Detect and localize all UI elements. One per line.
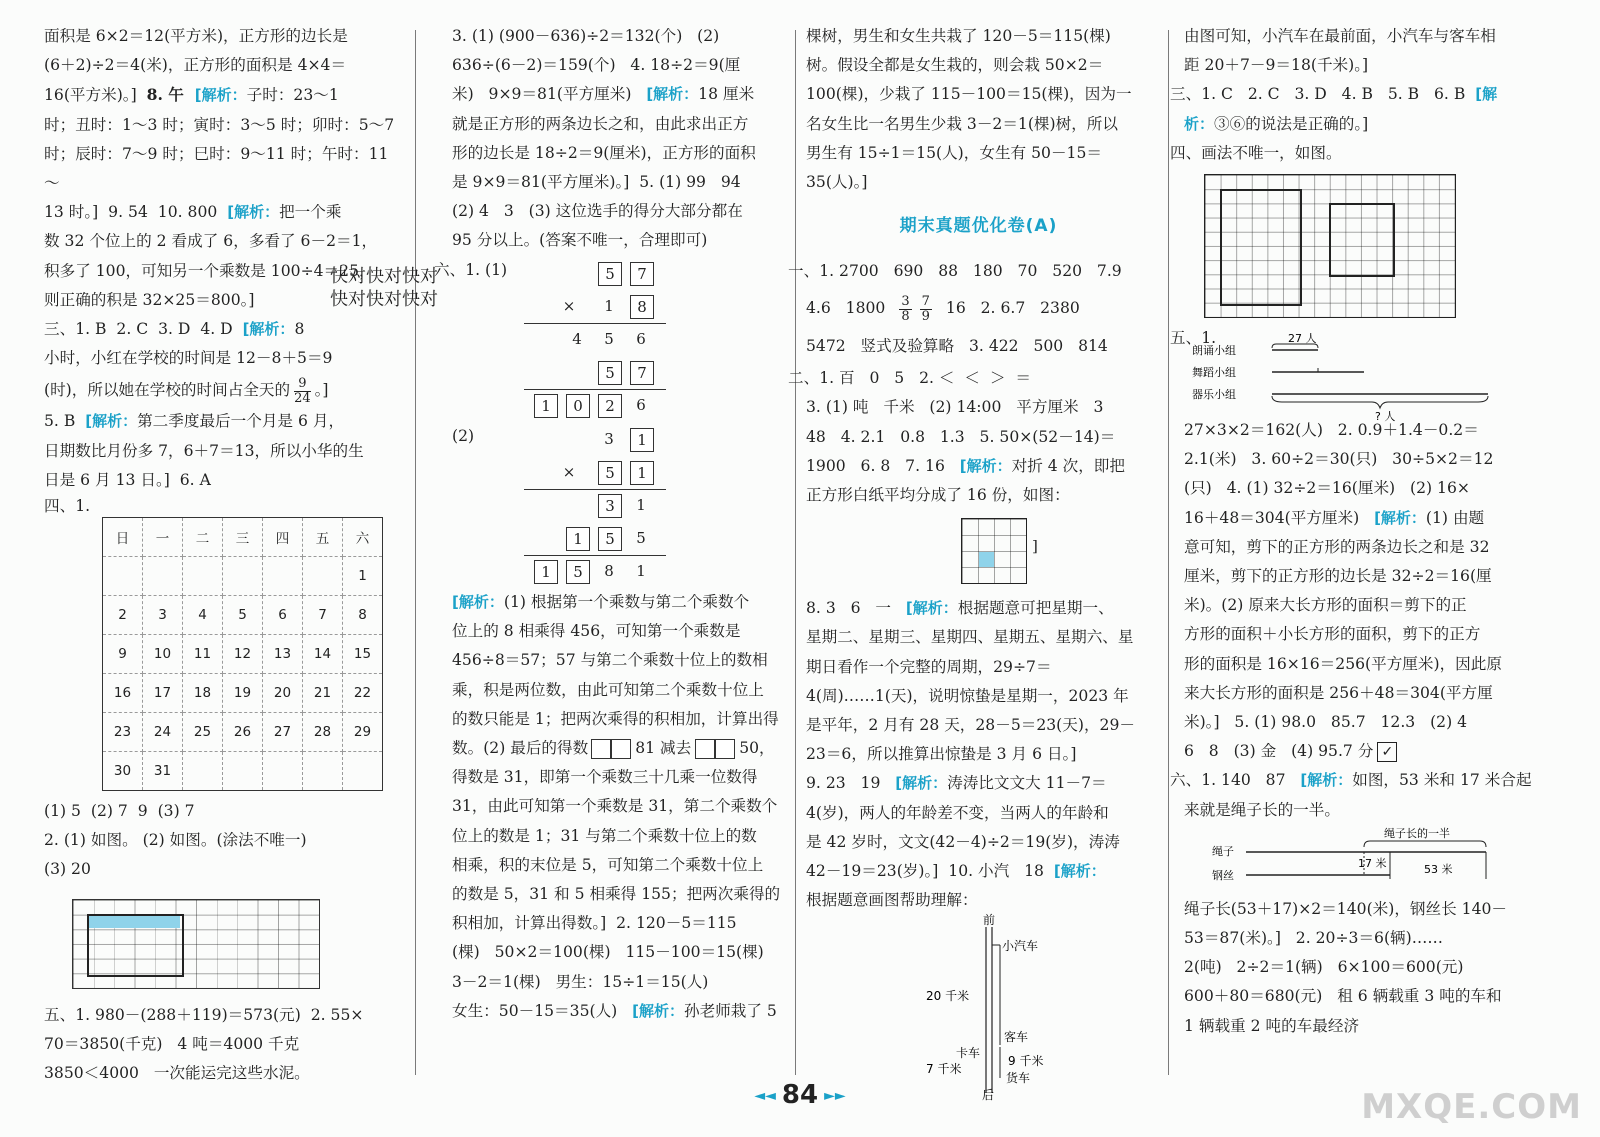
rope-wire-diagram [1194,825,1514,891]
text-line: 2(吨) 2÷2＝1(辆) 6×100＝600(元) [1184,958,1464,977]
text-line: (时)，所以她在学校的时间占全天的 $\frac{9}{24}$ 。] [44,375,329,406]
calendar-cell [223,752,263,791]
text-line: 五、1. 980－(288＋119)＝573(元) 2. 55× [44,1005,364,1024]
label-27: 27 人 [1288,332,1317,346]
digit: 3 [604,430,614,449]
text-line: 男生有 15÷1＝15(人)，女生有 50－15＝ [806,143,1102,162]
analysis-label: [解析： [194,86,247,105]
multiplication-row [492,456,792,489]
text-line: 相乘，积的末位是 5，可知第二个乘数十位上 [452,855,764,874]
text-line: 600＋80＝680(元) 租 6 辆载重 3 吨的车和 [1184,987,1502,1006]
calendar-cell: 2 [103,596,143,635]
text-line: 的数只能是 1；把两次乘得的积相加，计算出得 [452,709,779,728]
text-line: 是 42 岁时，文文(42－4)÷2＝19(岁)，涛涛 [806,832,1120,851]
text-line: 方形的面积＋小长方形的面积，剪下的正方 [1184,625,1481,644]
calendar-table [102,517,383,791]
calendar-cell: 四 [263,518,303,557]
vertical-multiplication-1 [492,257,792,422]
analysis-label: [解析： [646,85,699,104]
calendar-cell: 13 [263,635,303,674]
calendar-week-row [103,674,383,713]
text-line: 数。(2) 最后的得数 81 减去 50， [452,739,775,758]
calendar-cell: 二 [183,518,223,557]
text-line: 女生：50－15＝35(人) [解析：孙老师栽了 5 [452,1001,777,1020]
text-line: 是平年，2 月有 28 天，28－5＝23(天)，29－ [806,716,1135,735]
blank-box [611,739,631,759]
times-sign: × [562,463,576,482]
text-line: 乘，积是两位数，由此可知第二个乘数十位上 [452,680,764,699]
text-line: 16(平方米)。] 8. 午 [解析：子时：23～1 [44,85,339,105]
digit: 6 [636,329,646,348]
multiplication-row [492,356,792,389]
text-line: 形的面积是 16×16＝256(平方厘米)，因此原 [1184,654,1502,673]
calendar-cell: 22 [343,674,383,713]
text-line: (3) 20 [44,860,91,879]
label-group-1: 朗诵小组 [1192,344,1236,358]
calendar-cell [143,557,183,596]
boxed-digit: 8 [630,295,654,319]
calendar-cell [183,557,223,596]
boxed-digit: 7 [630,262,654,286]
calendar-cell: 一 [143,518,183,557]
calendar-cell: 9 [103,635,143,674]
rectangle-outline [87,914,184,977]
analysis-label: [解析： [895,774,948,793]
text-line: 厘米，剪下的正方形的边长是 32÷2＝16(厘 [1184,567,1492,586]
analysis-label: [解析： [1300,771,1353,790]
digit: 6 [636,395,646,414]
text-line: 27×3×2＝162(人) 2. 0.9＋1.4－0.2＝ [1184,421,1479,440]
boxed-digit: 5 [598,461,622,485]
boxed-digit: 5 [598,361,622,385]
digit: 5 [604,329,614,348]
analysis-label: 析： [1184,114,1215,133]
drawing-grid-figure [1204,174,1456,318]
label-wire: 钢丝 [1212,868,1234,882]
text-line: 16＋48＝304(平方厘米) [解析：(1) 由题 [1184,508,1485,527]
text-line: 一、1. 2700 690 88 180 70 520 7.9 [788,262,1122,281]
text-line: 位上的 8 相乘得 456，可知第一个乘数是 [452,622,741,641]
text-line: 3. (1) (900－636)÷2＝132(个) (2) [452,27,720,45]
text-line: 2.1(米) 3. 60÷2＝30(只) 30÷5×2＝12 [1184,450,1494,469]
column-3 [788,22,1151,1103]
text-line: 六、1. 140 87 [解析：如图，53 米和 17 米合起 [1170,771,1532,790]
text-line: 米)。] 5. (1) 98.0 85.7 12.3 (2) 4 [1184,713,1468,732]
calendar-cell [343,752,383,791]
text-line: (6＋2)÷2＝4(米)，正方形的面积是 4×4＝ [44,56,347,75]
calendar-cell: 4 [183,596,223,635]
calendar-cell: 20 [263,674,303,713]
stamp-text: 快对快对快对 [330,289,438,310]
text-line: 100(棵)，少栽了 115－100＝15(棵)，因为一 [806,85,1132,104]
text-line: 时；辰时：7～9 时；巳时：9～11 时；午时：11～ [44,144,389,193]
text-line: (1) 5 (2) 7 9 (3) 7 [44,802,195,821]
shaded-grid-figure [72,899,320,989]
text-line: 35(人)。] [806,173,868,192]
digit: 8 [604,562,614,581]
calendar-cell: 23 [103,713,143,752]
text-line: 时；丑时：1～3 时；寅时：3～5 时；卯时：5～7 [44,115,395,134]
calendar-cell: 21 [303,674,343,713]
text-line: 面积是 6×2＝12(平方米)，正方形的边长是 [44,27,348,45]
text-line: 正方形白纸平均分成了 16 份，如图： [806,486,1070,505]
next-arrow-icon: ►► [824,1087,846,1104]
text-line: 由图可知，小汽车在最前面，小汽车与客车相 [1184,27,1496,45]
text-line: 距 20＋7－9＝18(千米)。] [1184,56,1369,75]
text-line: (棵) 50×2＝100(棵) 115－100＝15(棵) [452,943,764,962]
boxed-digit: 5 [598,527,622,551]
calendar-cell: 6 [263,596,303,635]
watermark: MXQE.COM [1361,1087,1582,1127]
text-line: 3850＜4000 一次能运完这些水泥。 [44,1064,310,1083]
text-line: 根据题意画图帮助理解： [806,891,978,910]
calendar-cell: 24 [143,713,183,752]
label-17m: 17 米 [1358,856,1387,870]
calendar-cell [103,557,143,596]
multiplication-row [492,555,792,588]
calendar-cell [303,752,343,791]
digit: 1 [604,296,614,315]
calendar-cell: 16 [103,674,143,713]
text-line: 5. B [解析：第二季度最后一个月是 6 月， [44,412,345,431]
text-line: 四、画法不唯一，如图。 [1170,143,1342,162]
text-line: 13 时。] 9. 54 10. 800 [解析：把一个乘 [44,203,342,222]
analysis-label: [解析： [632,1001,684,1020]
text-line: 48 4. 2.1 0.8 1.3 5. 50×(52－14)＝ [806,427,1116,446]
analysis-label: [解析： [905,599,958,618]
label-q: ? 人 [1375,410,1396,424]
label-car: 小汽车 [1002,939,1039,954]
text-line: 六、1. (1) [434,260,508,279]
text-line: 数 32 个位上的 2 看成了 6，多看了 6－2＝1， [44,232,378,251]
column-divider [795,30,796,1075]
text-line: 三、1. B 2. C 3. D 4. D [解析：8 [44,320,305,339]
text-line: 期日看作一个完整的周期，29÷7＝ [806,657,1052,676]
digit: 4 [572,329,582,348]
section-title: 期末真题优化卷(A) [899,216,1058,237]
calendar-cell: 日 [103,518,143,557]
calendar-cell: 10 [143,635,183,674]
text-line: 米) 9×9＝81(平方厘米) [解析：18 厘米 [452,85,755,104]
column-1 [44,22,396,1083]
text-line: 1900 6. 8 7. 16 [解析：对折 4 次，即把 [806,456,1125,475]
text-line: 星期二、星期三、星期四、星期五、星期六、星 [806,628,1134,647]
calendar-cell [303,557,343,596]
text-line: (只) 4. (1) 32÷2＝16(厘米) (2) 16× [1184,479,1470,498]
text-line: 则正确的积是 32×25＝800。] [44,290,255,309]
label-truck: 卡车 [956,1046,981,1061]
prev-arrow-icon: ◄◄ [754,1087,776,1104]
folded-paper-grid [961,518,1038,584]
text-line: 70＝3850(千克) 4 吨＝4000 千克 [44,1034,300,1053]
column-4 [1170,22,1554,1075]
calendar-cell: 30 [103,752,143,791]
analysis-label: [解析： [959,456,1012,475]
boxed-digit: 7 [630,361,654,385]
fraction: $\frac{3}{8}$ [901,293,910,324]
label-group-2: 舞蹈小组 [1192,366,1236,380]
check-box-icon: ✓ [1377,742,1397,762]
text-line: 日期数比月份多 7，6＋7＝13，所以小华的生 [44,441,364,460]
text-line: 1 辆载重 2 吨的车最经济 [1184,1016,1360,1035]
text-line: 42－19＝23(岁)。] 10. 小汽 18 [解析： [806,862,1106,881]
label-half: 绳子长的一半 [1384,826,1450,840]
calendar-cell: 15 [343,635,383,674]
boxed-digit: 1 [534,394,558,418]
calendar-cell: 14 [303,635,343,674]
boxed-digit: 2 [598,394,622,418]
multiplication-row [492,389,792,422]
column-divider [415,30,416,1075]
text-line: 意可知，剪下的正方形的两条边长之和是 32 [1184,537,1490,556]
text-line: 2. (1) 如图。 (2) 如图。(涂法不唯一) [44,831,307,850]
text-line: 形的边长是 18÷2＝9(厘米)，正方形的面积 [452,143,756,162]
multiplication-row [492,423,792,456]
calendar-cell: 8 [343,596,383,635]
digit: 1 [636,562,646,581]
text-line: 8. 3 6 一 [解析：根据题意可把星期一、 [806,599,1114,618]
calendar-cell: 六 [343,518,383,557]
text-line: 636÷(6－2)＝159(个) 4. 18÷2＝9(厘 [452,56,741,75]
text-line: 6 8 (3) 金 (4) 95.7 分 ✓ [1184,737,1554,766]
calendar-cell [183,752,223,791]
group-bar-diagram [1192,332,1512,424]
column-2 [434,22,792,1075]
calendar-header-row [103,518,383,557]
bracket: ] [1032,537,1038,556]
label-group-3: 器乐小组 [1192,388,1236,402]
column-divider [1168,30,1169,1075]
text-line: (2) 4 3 (3) 这位选手的得分大部分都在 [452,202,743,221]
text-line: 3. (1) 吨 千米 (2) 14:00 平方厘米 3 [806,398,1104,417]
multiplication-row [492,522,792,555]
boxed-digit: 1 [630,461,654,485]
calendar-cell: 19 [223,674,263,713]
stamp-text: 快对快对快对 [330,266,438,287]
text-line: 棵树，男生和女生共栽了 120－5＝115(棵) [806,27,1111,45]
shaded-cell [979,552,994,567]
label-front: 前 [982,913,996,928]
text-line: 米)。(2) 原来大长方形的面积＝剪下的正 [1184,596,1467,615]
page-footer [0,1080,1600,1110]
blank-box [715,739,735,759]
label-20km: 20 千米 [926,989,970,1004]
text-line: 名女生比一名男生少栽 3－2＝1(棵)树，所以 [806,114,1118,133]
analysis-label: [解析： [242,320,295,339]
text-line: 4(周)……1(天)，说明惊蛰是星期一，2023 年 [806,686,1129,705]
text-line: 是 9×9＝81(平方厘米)。] 5. (1) 99 94 [452,173,741,192]
analysis-label: [解析： [1053,862,1106,881]
digit: 5 [636,529,646,548]
text-line: 5472 竖式及验算略 3. 422 500 814 [806,337,1108,356]
calendar-cell: 29 [343,713,383,752]
analysis-label: [解析： [85,412,138,431]
text-line: 456÷8＝57；57 与第二个乘数十位上的数相 [452,651,768,670]
analysis-label: [解析： [227,203,280,222]
vehicle-position-diagram [906,913,1106,1103]
blank-box [695,739,715,759]
text-line: (2) [452,426,475,445]
calendar-cell: 26 [223,713,263,752]
text-line: 积相加，计算出得数。] 2. 120－5＝115 [452,914,737,933]
calendar-week-row [103,752,383,791]
calendar-cell: 1 [343,557,383,596]
boxed-digit: 1 [566,527,590,551]
boxed-digit: 1 [630,428,654,452]
page-number: 84 [781,1080,819,1110]
text-line: 4(岁)，两人的年龄差不变，当两人的年龄和 [806,803,1109,822]
vertical-multiplication-2 [492,423,792,588]
analysis-label: [解析： [1374,508,1426,527]
text-line: 来大长方形的面积是 256＋48＝304(平方厘 [1184,683,1493,702]
calendar-cell: 5 [223,596,263,635]
fraction: $\frac{9}{24}$ [294,375,311,406]
calendar-cell: 28 [303,713,343,752]
rectangle-shape [1220,189,1302,306]
times-sign: × [562,296,576,315]
text-line: 的数是 5，31 和 5 相乘得 155；把两次乘得的 [452,885,781,904]
blank-box [591,739,611,759]
text-line: 日是 6 月 13 日。] 6. A [44,470,211,489]
multiplication-row [492,489,792,522]
square-shape [1329,203,1395,277]
multiplication-row [492,257,792,290]
calendar-cell: 12 [223,635,263,674]
text-line: 五、1. [1170,329,1217,348]
calendar-cell: 11 [183,635,223,674]
calendar-cell: 三 [223,518,263,557]
text-line: 得数是 31，即第一个乘数三十几乘一位数得 [452,768,758,787]
text-line: 绳子长(53＋17)×2＝140(米)，钢丝长 140－ [1184,899,1508,918]
calendar-cell [263,752,303,791]
calendar-cell: 3 [143,596,183,635]
text-line: 53＝87(米)。] 2. 20÷3＝6(辆)…… [1184,929,1443,948]
text-line: 31，由此可知第一个乘数是 31，第二个乘数个 [452,797,778,816]
calendar-cell: 五 [303,518,343,557]
calendar-cell: 7 [303,596,343,635]
text-line: 9. 23 19 [解析：涛涛比文文大 11－7＝ [806,774,1107,793]
text-line: 析：③⑥的说法是正确的。] [1184,114,1369,133]
boxed-digit: 5 [566,560,590,584]
text-line: 来就是绳子长的一半。 [1184,800,1340,819]
text-line: 三、1. C 2. C 3. D 4. B 5. B 6. B [解 [1170,85,1498,104]
text-line: 二、1. 百 0 5 2. ＜ ＜ ＞ ＝ [788,369,1032,388]
boxed-digit: 0 [566,394,590,418]
text-line: 树。假设全都是女生栽的，则会栽 50×2＝ [806,56,1104,75]
text-line: 4.6 1800 $\frac{3}{8}$ $\frac{7}{9}$ 16 2. 6.7 2380 [806,293,1080,324]
calendar-week-row [103,635,383,674]
analysis-label: [解 [1475,85,1498,104]
fraction: $\frac{7}{9}$ [921,293,930,324]
analysis-label: [解析： [452,593,504,612]
text-line: 95 分以上。(答案不唯一，合理即可) [452,231,708,250]
boxed-digit: 5 [598,262,622,286]
multiplication-row [492,290,792,323]
calendar-week-row [103,596,383,635]
text-line: 就是正方形的两条边长之和，由此求出正方 [452,114,749,133]
calendar-cell: 31 [143,752,183,791]
calendar-cell: 25 [183,713,223,752]
calendar-cell: 17 [143,674,183,713]
text-line: [解析：(1) 根据第一个乘数与第二个乘数个 [452,593,750,612]
boxed-digit: 3 [598,494,622,518]
text-line: 位上的数是 1；31 与第二个乘数十位上的数 [452,826,757,845]
text-line: 四、1. [44,497,91,516]
label-9km: 9 千米 [1008,1054,1044,1069]
calendar-cell [223,557,263,596]
label-53m: 53 米 [1424,862,1453,876]
text-line: 积多了 100，可知另一个乘数是 100÷4＝25， [44,261,375,280]
boxed-digit: 1 [534,560,558,584]
calendar-cell: 18 [183,674,223,713]
label-back: 后 [982,1088,995,1103]
calendar-week-row [103,713,383,752]
text-line: 3－2＝1(棵) 男生：15÷1＝15(人) [452,972,709,991]
text-line: 23＝6，所以推算出惊蛰是 3 月 6 日。] [806,745,1077,764]
calendar-cell [263,557,303,596]
text-line: 小时，小红在学校的时间是 12－8＋5＝9 [44,349,333,368]
digit: 1 [636,496,646,515]
calendar-cell: 27 [263,713,303,752]
label-7km: 7 千米 [926,1062,962,1077]
multiplication-row [492,323,792,356]
label-cargo: 货车 [1006,1071,1031,1086]
label-bus: 客车 [1004,1030,1029,1045]
label-rope: 绳子 [1212,844,1234,858]
calendar-week-row [103,557,383,596]
